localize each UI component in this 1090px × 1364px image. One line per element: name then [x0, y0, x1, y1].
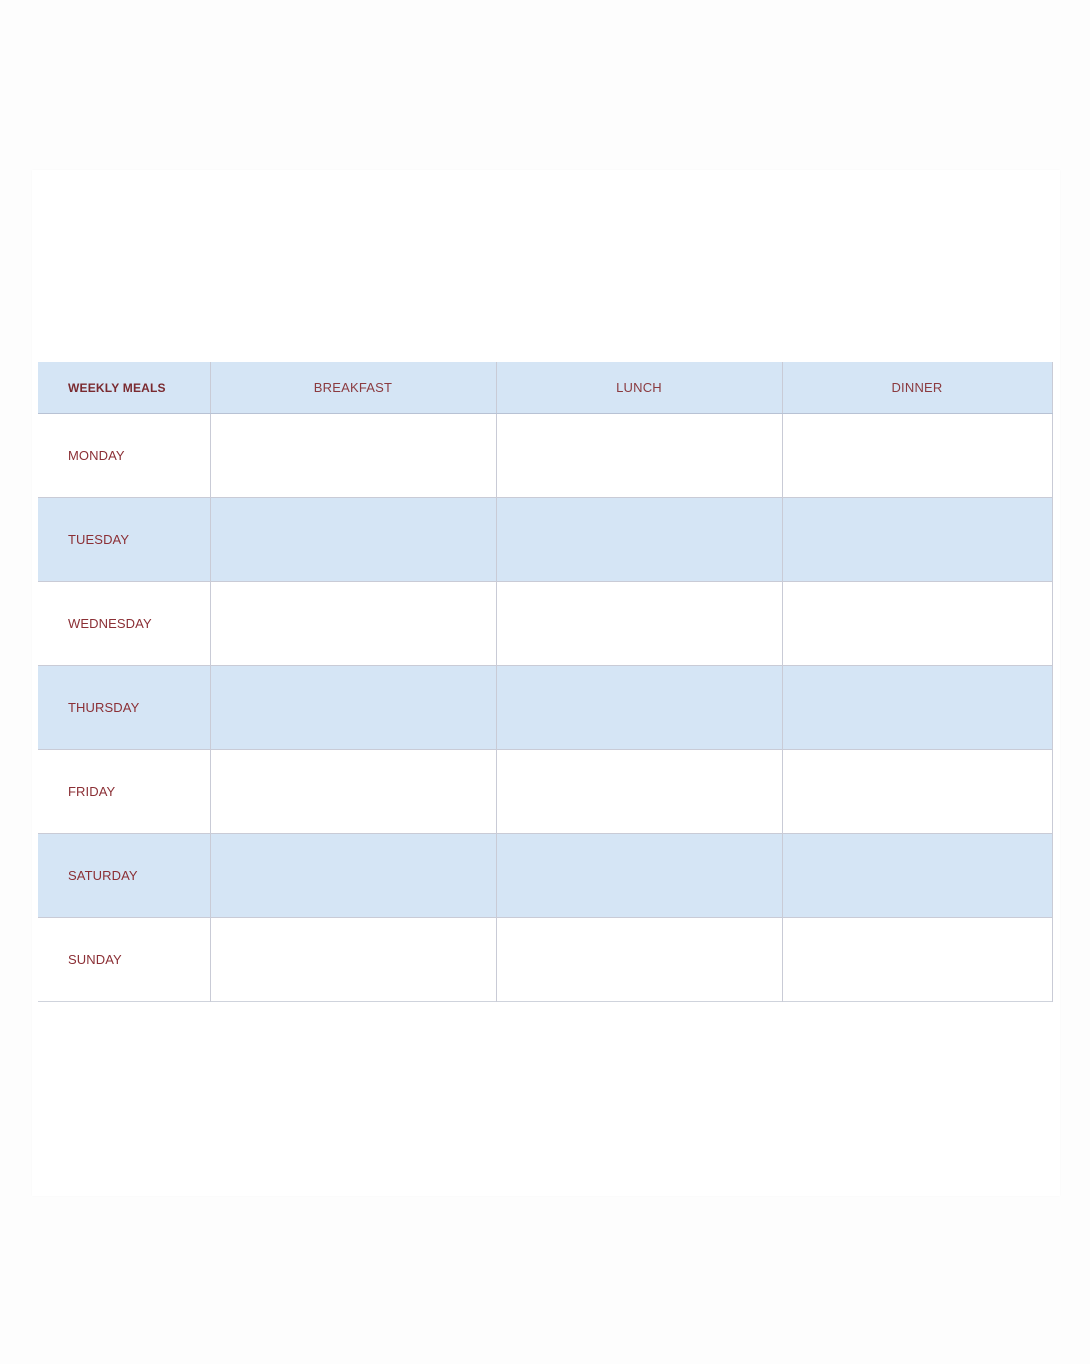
table-row-thursday: [38, 666, 1052, 750]
meal-cell-tuesday-dinner[interactable]: [782, 498, 1052, 582]
column-header-lunch: LUNCH: [496, 362, 782, 414]
table-row-friday: [38, 750, 1052, 834]
day-label-thursday: THURSDAY: [38, 666, 210, 750]
meal-cell-monday-breakfast[interactable]: [210, 414, 496, 498]
day-label-wednesday: WEDNESDAY: [38, 582, 210, 666]
day-label-friday: FRIDAY: [38, 750, 210, 834]
meal-cell-thursday-breakfast[interactable]: [210, 666, 496, 750]
day-label-sunday: SUNDAY: [38, 918, 210, 1002]
meal-cell-monday-dinner[interactable]: [782, 414, 1052, 498]
meal-cell-tuesday-breakfast[interactable]: [210, 498, 496, 582]
meal-cell-thursday-lunch[interactable]: [496, 666, 782, 750]
meal-cell-saturday-lunch[interactable]: [496, 834, 782, 918]
meal-cell-wednesday-breakfast[interactable]: [210, 582, 496, 666]
meal-cell-monday-lunch[interactable]: [496, 414, 782, 498]
table-row-monday: [38, 414, 1052, 498]
table-row-saturday: [38, 834, 1052, 918]
meal-cell-friday-lunch[interactable]: [496, 750, 782, 834]
column-header-dinner: DINNER: [782, 362, 1052, 414]
table-row-tuesday: [38, 498, 1052, 582]
meal-cell-sunday-breakfast[interactable]: [210, 918, 496, 1002]
meal-cell-friday-breakfast[interactable]: [210, 750, 496, 834]
meal-cell-thursday-dinner[interactable]: [782, 666, 1052, 750]
meal-cell-saturday-breakfast[interactable]: [210, 834, 496, 918]
table-row-sunday: [38, 918, 1052, 1002]
meal-cell-saturday-dinner[interactable]: [782, 834, 1052, 918]
header-row: [38, 362, 1052, 414]
column-header-breakfast: BREAKFAST: [210, 362, 496, 414]
day-label-tuesday: TUESDAY: [38, 498, 210, 582]
meal-cell-wednesday-dinner[interactable]: [782, 582, 1052, 666]
meal-cell-tuesday-lunch[interactable]: [496, 498, 782, 582]
day-label-saturday: SATURDAY: [38, 834, 210, 918]
meal-cell-sunday-dinner[interactable]: [782, 918, 1052, 1002]
meal-cell-wednesday-lunch[interactable]: [496, 582, 782, 666]
weekly-meals-label: WEEKLY MEALS: [38, 362, 210, 414]
day-label-monday: MONDAY: [38, 414, 210, 498]
table-row-wednesday: [38, 582, 1052, 666]
meal-cell-sunday-lunch[interactable]: [496, 918, 782, 1002]
weekly-meal-planner-table: [38, 362, 1053, 1002]
meal-cell-friday-dinner[interactable]: [782, 750, 1052, 834]
